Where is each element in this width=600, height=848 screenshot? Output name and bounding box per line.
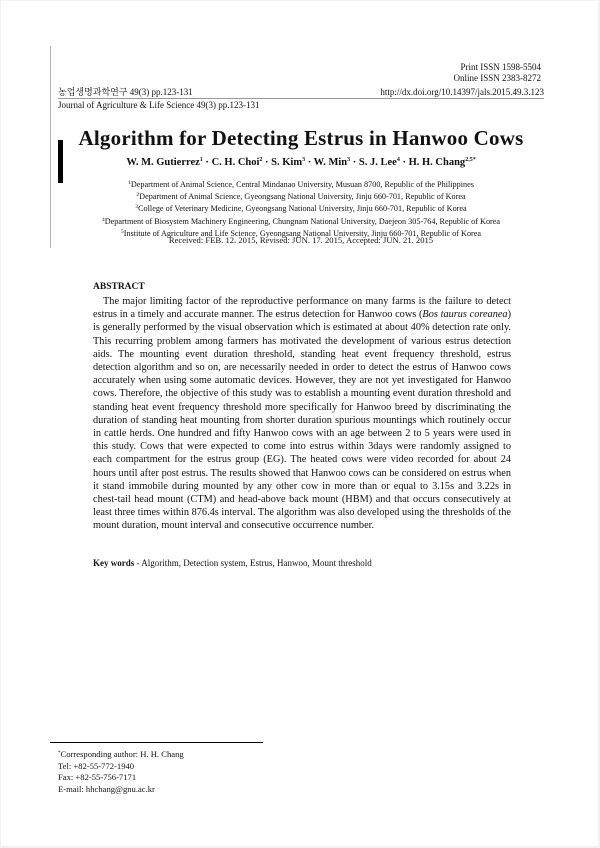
fax: Fax: +82-55-756-7171 (58, 772, 137, 783)
author-separator: · (350, 157, 359, 168)
affiliation-sup: 5 (120, 228, 124, 235)
received-dates: Received: FEB. 12. 2015, Revised: JUN. 17. 2015, Accepted: JUN. 21. 2015 (168, 235, 434, 245)
print-issn: Print ISSN 1598-5504 (460, 62, 541, 72)
email[interactable]: E-mail: hhchang@gnu.ac.kr (58, 783, 155, 794)
keywords-text: Algorithm, Detection system, Estrus, Hanwoo, Mount threshold (141, 558, 372, 568)
paper-title: Algorithm for Detecting Estrus in Hanwoo Cows (78, 126, 524, 150)
author-name: H. H. Chang (408, 157, 466, 168)
author-affiliation-sup: 2,5* (465, 157, 476, 163)
affiliation-text: Department of Biosystem Machinery Engineering, Chungnam National University, Daejeon 305-764, Republic of Korea (104, 216, 501, 226)
abstract-heading: ABSTRACT (93, 282, 145, 292)
online-issn: Online ISSN 2383-8272 (453, 73, 541, 83)
paper-page (1, 1, 598, 846)
author-name: C. H. Choi (211, 157, 260, 168)
affiliation-list (1, 178, 600, 239)
author-list (1, 157, 600, 168)
author-name: S. Kim (271, 157, 303, 168)
running-header (58, 86, 544, 99)
corresponding-author (58, 748, 184, 761)
keywords-separator: - (134, 558, 142, 568)
journal-english: Journal of Agriculture & Life Science 49(3) pp.123-131 (58, 100, 260, 110)
affiliation-sup: 4 (101, 216, 105, 223)
author-name: W. Min (313, 157, 348, 168)
journal-korean: 농업생명과학연구 49(3) pp.123-131 (58, 87, 193, 97)
affiliation (1, 215, 600, 227)
author-name: S. J. Lee (358, 157, 397, 168)
affiliation-sup: 1 (128, 180, 131, 186)
author-separator: · (262, 157, 272, 168)
affiliation-sup: 3 (135, 204, 139, 211)
affiliation-text: Institute of Agriculture and Life Science, Gyeongsang National University, Jinju 660-701, Republic of Korea (123, 228, 482, 238)
author-separator: · (305, 157, 314, 168)
author-name: W. M. Gutierrez (126, 157, 200, 168)
author-affiliation-sup: 1 (199, 157, 203, 163)
author-affiliation-sup: 3 (347, 157, 351, 163)
abstract-species-italic: Bos taurus coreanea (422, 309, 508, 321)
affiliation (1, 202, 600, 214)
author-separator: · (202, 157, 212, 168)
keywords-label: Key words (93, 558, 135, 568)
corresponding-author-text: Corresponding author: H. H. Chang (60, 749, 184, 759)
affiliation (1, 178, 600, 190)
affiliation-text: Department of Animal Science, Gyeongsang National University, Jinju 660-701, Republic of Korea (139, 192, 466, 202)
author-affiliation-sup: 3 (302, 157, 306, 163)
doi-link[interactable]: http://dx.doi.org/10.14397/jals.2015.49.3.123 (380, 87, 544, 97)
author-affiliation-sup: 2 (259, 157, 263, 163)
affiliation-text: Department of Animal Science, Central Mindanao University, Musuan 8700, Republic of the Philippines (130, 180, 474, 189)
affiliation-sup: 2 (136, 192, 140, 199)
footnote (58, 748, 184, 795)
author-affiliation-sup: 4 (396, 157, 400, 163)
tel: Tel: +82-55-772-1940 (58, 760, 135, 771)
footnote-rule (50, 742, 263, 743)
footnote-marker: * (58, 751, 61, 756)
keywords (93, 558, 372, 568)
abstract-text-1: The major limiting factor of the reproductive performance on many farms is the failure to detect estrus in a timely and accurate manner. The estrus detection for Hanwoo cows ( (93, 296, 511, 321)
affiliation (1, 190, 600, 202)
issn-block (454, 62, 542, 84)
author-separator: · (399, 157, 409, 168)
abstract-body (93, 295, 511, 533)
abstract-text-2: ) is generally performed by the visual observation which is estimated at about 40% detection rate only. This recurring problem among farmers has motivated the development of various estrus detection aids. The mounting event duration threshold, standing heat event frequency threshold, estrus detection algorithm and so on, are necessarily needed in order to detect the estrus of Hanwoo cows accurately when using some automatic devices. However, they are not yet investigated for Hanwoo cows. Therefore, the objective of this study was to establish a mounting event duration threshold and standing heat event frequency threshold more specifically for Hanwoo breed by discriminating the duration of standing heat mounting from shorter duration spurious mountings which routinely occur in cattle herds. One hundred and fifty Hanwoo cows with an age between 2 to 5 years were used in this study. Cows that were expected to come into estrus within 3days were randomly assigned to each compartment for the estrus group (EG). The heated cows were video recorded for about 24 hours until after post estrus. The results showed that Hanwoo cows can be considered on estrus when it stand immobile during mounted by any other cow in more than or equal to 3.15s and 3.22s in chest-tail head mount (CTM) and head-above back mount (HBM) and that occurs consecutively at least three times within 876.4s interval. The algorithm was also developed using the thresholds of the mount duration, mount interval and consecutive occurrence number. (93, 309, 512, 532)
affiliation-text: College of Veterinary Medicine, Gyeongsang National University, Jinju 660-701, Republic of Korea (138, 204, 467, 214)
